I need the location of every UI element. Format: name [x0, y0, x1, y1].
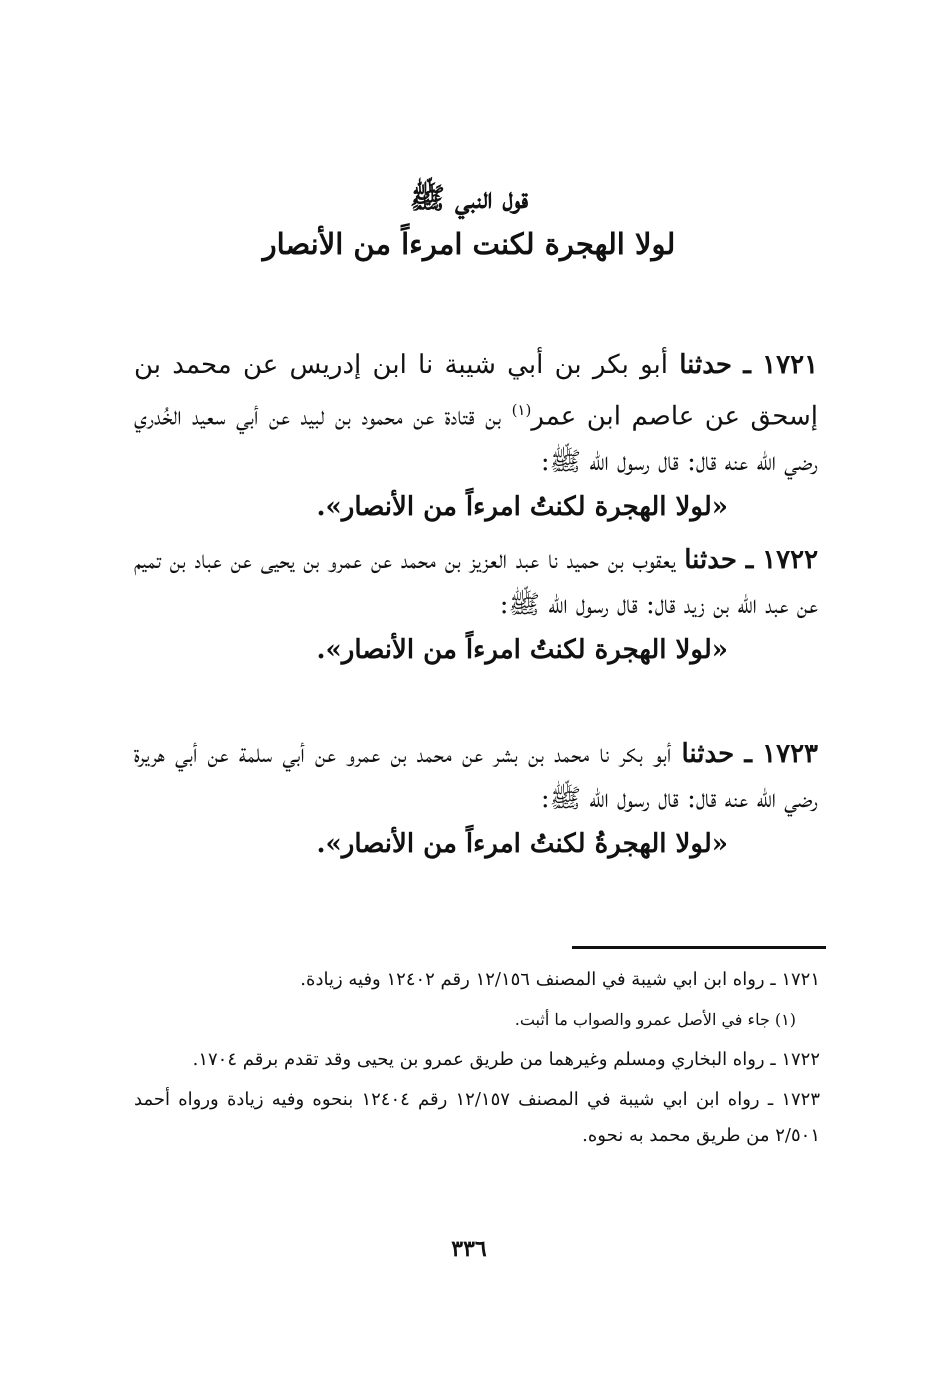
hadith-number: ١٧٢٢ [762, 545, 819, 575]
hadith-lead-word: حدثنا [679, 350, 732, 380]
hadith-text: يعقوب بن حميد نا عبد العزيز بن محمد عن عمرو بن يحيى عن عباد بن تميم عن عبد الله بن زيد قال: قال رسول الله ﷺ: [134, 545, 818, 620]
hadith-text: أبو بكر نا محمد بن بشر عن محمد بن عمرو عن أبي سلمة عن أبي هريرة رضي الله عنه قال: قال رسول الله ﷺ: [134, 739, 818, 814]
hadith-1723 [134, 732, 818, 867]
hadith-lead-word: حدثنا [684, 545, 737, 575]
footnote-1723: ١٧٢٣ ـ رواه ابن ابي شيبة في المصنف ١٢/١٥٧ رقم ١٢٤٠٤ بنحوه وفيه زيادة ورواه أحمد ٢/٥٠١ من طريق محمد به نحوه. [134, 1089, 820, 1146]
hadith-1722 [134, 538, 818, 673]
chapter-title: قول النبي ﷺ [409, 181, 529, 215]
chapter-subtitle: لولا الهجرة لكنت امرءاً من الأنصار [262, 227, 676, 261]
footnote-1721: ١٧٢١ ـ رواه ابن ابي شيبة في المصنف ١٢/١٥٦ رقم ١٢٤٠٢ وفيه زيادة. [300, 969, 820, 990]
hadith-quote: «لولا الهجرةُ لكنتُ امرءاً من الأنصار». [316, 829, 728, 859]
hadith-quote: «لولا الهجرة لكنتُ امرءاً من الأنصار». [316, 491, 728, 522]
footnote-1722: ١٧٢٢ ـ رواه البخاري ومسلم وغيرهما من طريق عمرو بن يحيى وقد تقدم برقم ١٧٠٤. [192, 1049, 820, 1070]
hadith-number: ١٧٢٣ [762, 739, 819, 769]
hadith-quote: «لولا الهجرة لكنتُ امرءاً من الأنصار». [316, 635, 728, 665]
hadith-dash: ـ [743, 350, 751, 380]
hadith-dash: ـ [745, 545, 754, 575]
hadith-1721 [134, 343, 818, 530]
footnote-reference: (١) [511, 401, 532, 419]
hadith-number: ١٧٢١ [762, 350, 819, 380]
page-number: ٣٣٦ [451, 1236, 487, 1262]
footnotes [134, 962, 820, 1158]
hadith-text-continued: بن قتادة عن محمود بن لبيد عن أبي سعيد الخُدري رضي الله عنه قال: قال رسول الله ﷺ: [134, 401, 818, 477]
hadith-dash: ـ [744, 739, 752, 769]
footnote-divider [572, 946, 826, 949]
hadith-lead-word: حدثنا [681, 739, 735, 769]
footnote-1: (١) جاء في الأصل عمرو والصواب ما أثبت. [514, 1010, 796, 1029]
hadith-text: أبو بكر بن أبي شيبة نا ابن إدريس عن محمد بن إسحق عن عاصم ابن عمر [134, 350, 818, 432]
